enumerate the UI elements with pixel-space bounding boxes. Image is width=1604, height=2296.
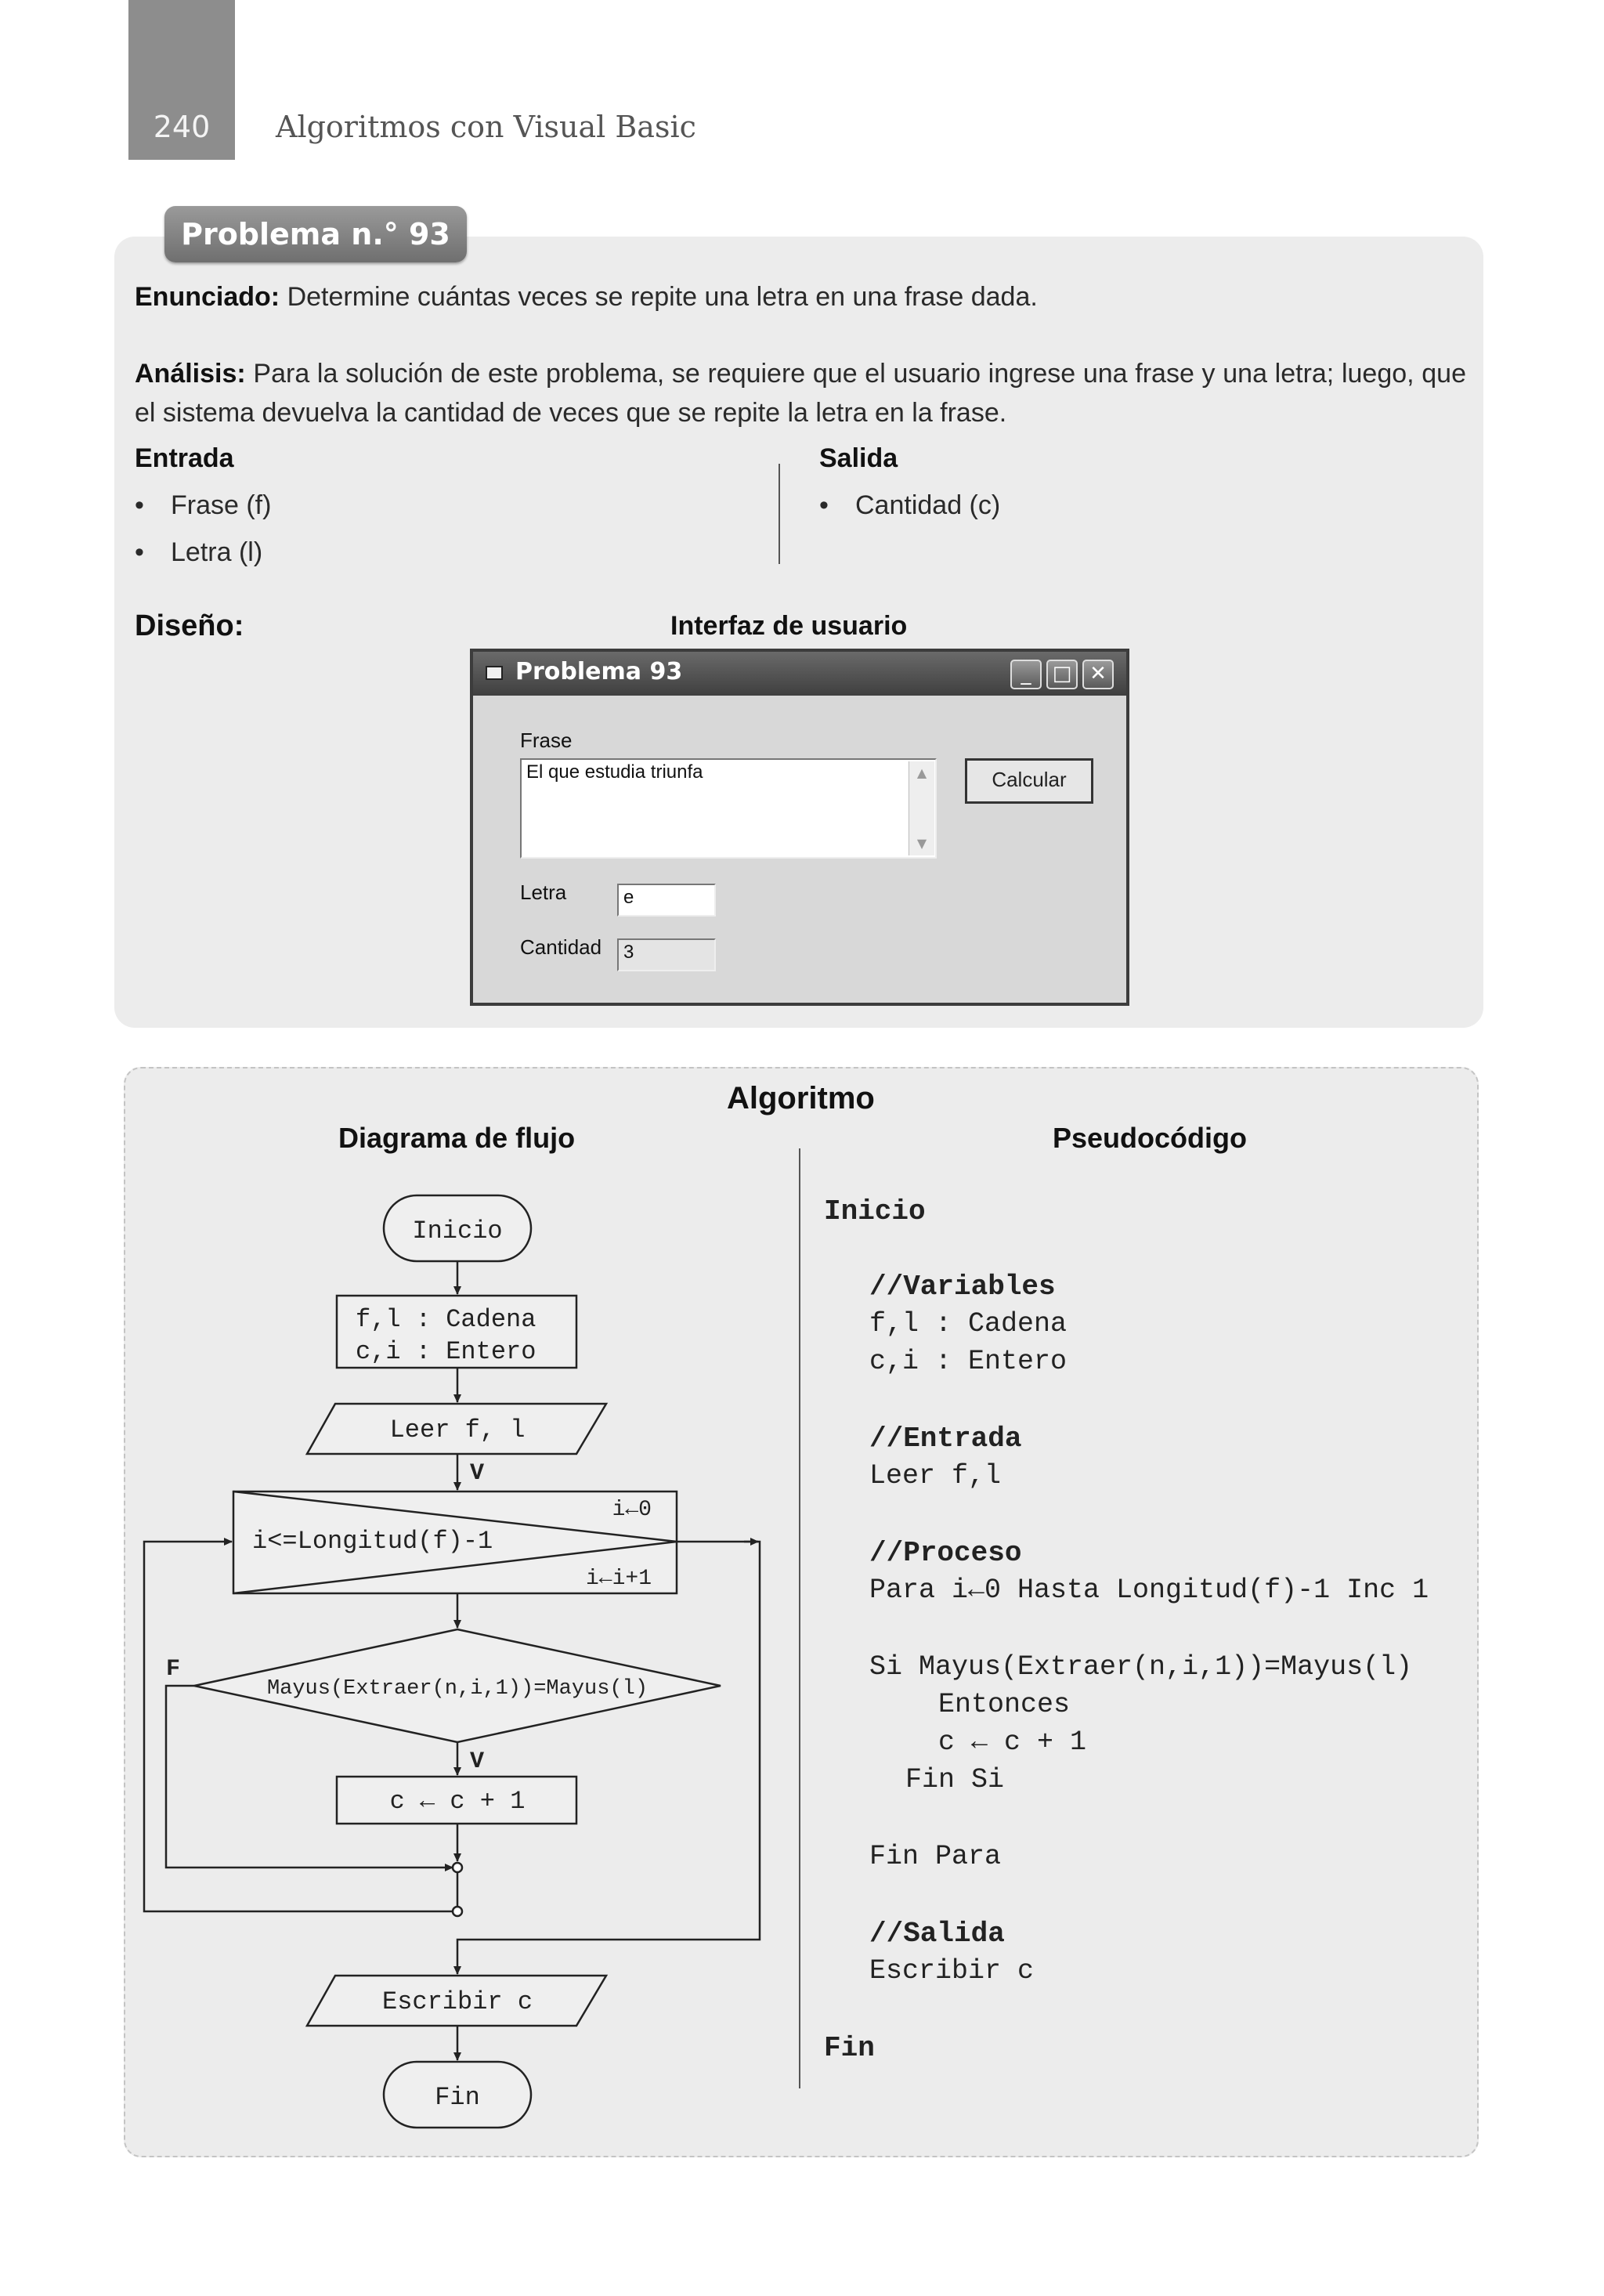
pseudo-var-2: c,i : Entero [869, 1346, 1068, 1377]
letra-label: Letra [520, 880, 567, 904]
loop-cond-text: i<=Longitud(f)-1 [252, 1527, 493, 1556]
pseudo-escribir: Escribir c [869, 1955, 1035, 1987]
frase-label: Frase [520, 729, 573, 752]
salida-heading: Salida [819, 443, 898, 473]
cantidad-output: 3 [617, 938, 716, 971]
loop-init-text: i←0 [612, 1498, 652, 1522]
leer-text: Leer f, l [389, 1416, 526, 1444]
pseudo-fin-si: Fin Si [905, 1764, 1005, 1795]
scroll-down-icon[interactable]: ▼ [916, 836, 927, 851]
diseno-heading: Diseño: [135, 609, 244, 642]
entrada-item: • Letra (l) [135, 537, 263, 567]
v-label-1: V [470, 1460, 485, 1487]
inicio-text: Inicio [412, 1217, 503, 1246]
pseudo-assign: c ← c + 1 [938, 1727, 1087, 1758]
loop-connector [453, 1907, 462, 1916]
algorithm-title: Algoritmo [727, 1081, 875, 1115]
close-icon[interactable]: ✕ [1082, 660, 1114, 689]
pseudo-leer: Leer f,l [869, 1460, 1002, 1491]
pseudo-fin-para: Fin Para [869, 1841, 1002, 1872]
calcular-button[interactable]: Calcular [965, 758, 1093, 804]
dialog-title: Problema 93 [515, 658, 683, 685]
salida-item: • Cantidad (c) [819, 490, 1001, 520]
analisis-text: Para la solución de este problema, se requiere que el usuario ingrese una frase y una letra; luego, que el sistema devuelva la cantidad de veces que se repite la letra en la frase. [135, 359, 1466, 428]
pseudo-para: Para i←0 Hasta Longitud(f)-1 Inc 1 [869, 1575, 1429, 1606]
scroll-up-icon[interactable]: ▲ [916, 765, 927, 780]
entrada-item-text: Letra (l) [171, 537, 263, 567]
decision-text: Mayus(Extraer(n,i,1))=Mayus(l) [266, 1677, 648, 1701]
cantidad-label: Cantidad [520, 935, 602, 959]
minimize-icon[interactable]: _ [1010, 660, 1042, 689]
enunciado-text: Determine cuántas veces se repite una letra en una frase dada. [287, 282, 1038, 312]
pseudo-comment-proceso: //Proceso [869, 1537, 1022, 1569]
analisis-label: Análisis: [135, 359, 246, 389]
f-label: F [166, 1656, 181, 1683]
pseudo-comment-salida: //Salida [869, 1918, 1005, 1950]
maximize-icon[interactable]: □ [1046, 660, 1078, 689]
pseudocode-title: Pseudocódigo [1053, 1122, 1248, 1154]
frase-value: El que estudia triunfa [526, 761, 703, 783]
decl-line-2: c,i : Entero [356, 1337, 536, 1366]
running-title: Algoritmos con Visual Basic [276, 110, 696, 144]
flowchart-title: Diagrama de flujo [338, 1122, 576, 1154]
letra-input[interactable]: e [617, 884, 716, 917]
pseudo-comment-variables: //Variables [869, 1271, 1056, 1303]
pseudo-comment-entrada: //Entrada [869, 1423, 1022, 1455]
entrada-item: • Frase (f) [135, 490, 272, 520]
page-number: 240 [153, 110, 211, 144]
pseudo-entonces: Entonces [938, 1689, 1071, 1720]
problem-tag: Problema n.° 93 [164, 206, 467, 262]
pseudo-fin: Fin [824, 2032, 875, 2064]
pseudo-var-1: f,l : Cadena [869, 1308, 1068, 1340]
entrada-heading: Entrada [135, 443, 234, 473]
enunciado-label: Enunciado: [135, 282, 280, 312]
v-label-2: V [470, 1748, 485, 1775]
loop-inc-text: i←i+1 [585, 1567, 652, 1591]
decl-line-1: f,l : Cadena [356, 1305, 536, 1334]
entrada-item-text: Frase (f) [171, 490, 272, 520]
escribir-text: Escribir c [381, 1987, 533, 2016]
salida-item-text: Cantidad (c) [855, 490, 1001, 520]
assign-text: c ← c + 1 [389, 1787, 526, 1816]
pseudo-inicio: Inicio [824, 1195, 926, 1228]
pseudo-si: Si Mayus(Extraer(n,i,1))=Mayus(l) [869, 1651, 1413, 1683]
interfaz-heading: Interfaz de usuario [670, 611, 908, 641]
merge-connector [453, 1863, 462, 1872]
fin-text: Fin [435, 2083, 480, 2112]
